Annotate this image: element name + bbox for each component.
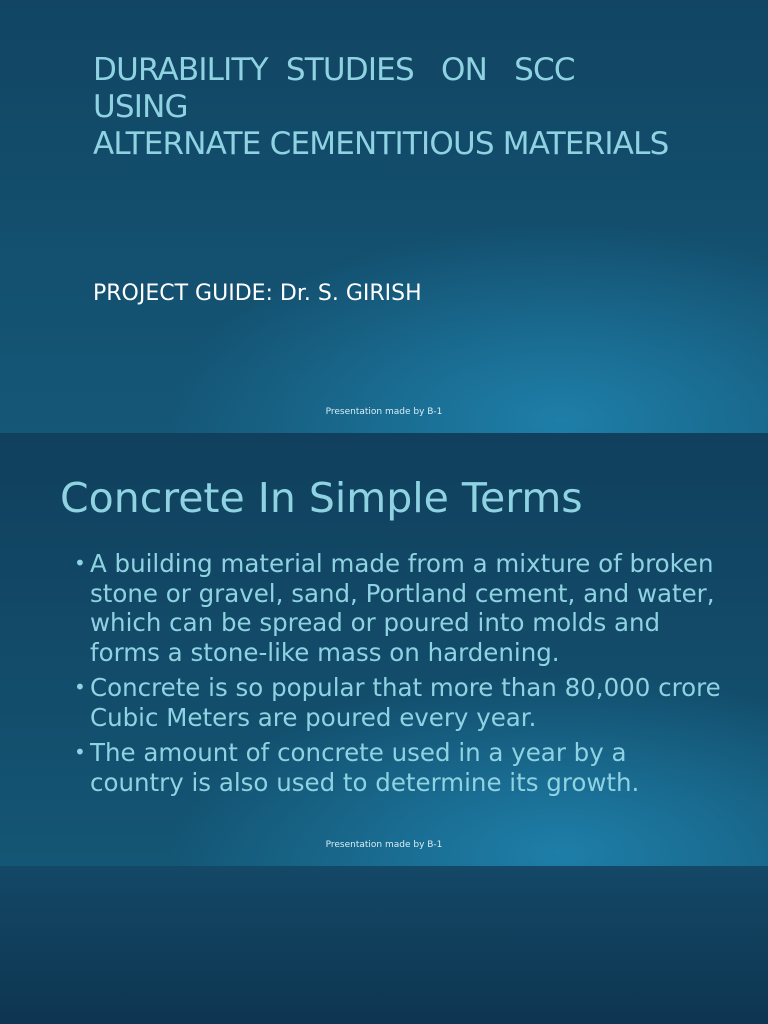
bullet-item: [74, 549, 724, 667]
slide-3-partial: [0, 866, 768, 1024]
slide-2-footer: Presentation made by B-1: [325, 840, 443, 850]
bullet-icon: •: [74, 675, 86, 699]
title-line-1: DURABILITY STUDIES ON SCC: [93, 52, 575, 88]
slide-2: [0, 433, 768, 866]
title-line-3: ALTERNATE CEMENTITIOUS MATERIALS: [93, 126, 669, 162]
bullet-icon: •: [74, 740, 86, 764]
project-guide: PROJECT GUIDE: Dr. S. GIRISH: [93, 281, 422, 306]
title-line-2: USING: [93, 89, 188, 125]
bullet-text: Concrete is so popular that more than 80,000 crore Cubic Meters are poured every year.: [90, 673, 721, 732]
slide-1-footer: Presentation made by B-1: [325, 407, 443, 417]
slide-2-title: Concrete In Simple Terms: [60, 474, 583, 522]
slide-1: [0, 0, 768, 433]
bullet-item: [74, 673, 724, 732]
bullet-text: The amount of concrete used in a year by a country is also used to determine its growth.: [90, 738, 640, 797]
bullet-item: [74, 738, 724, 797]
slide-1-title: [93, 52, 733, 163]
bullet-list: [74, 549, 724, 803]
bullet-text: A building material made from a mixture of broken stone or gravel, sand, Portland cement, and water, which can be spread or poured into molds and forms a stone-like mass on hardening.: [90, 549, 715, 667]
bullet-icon: •: [74, 551, 86, 575]
